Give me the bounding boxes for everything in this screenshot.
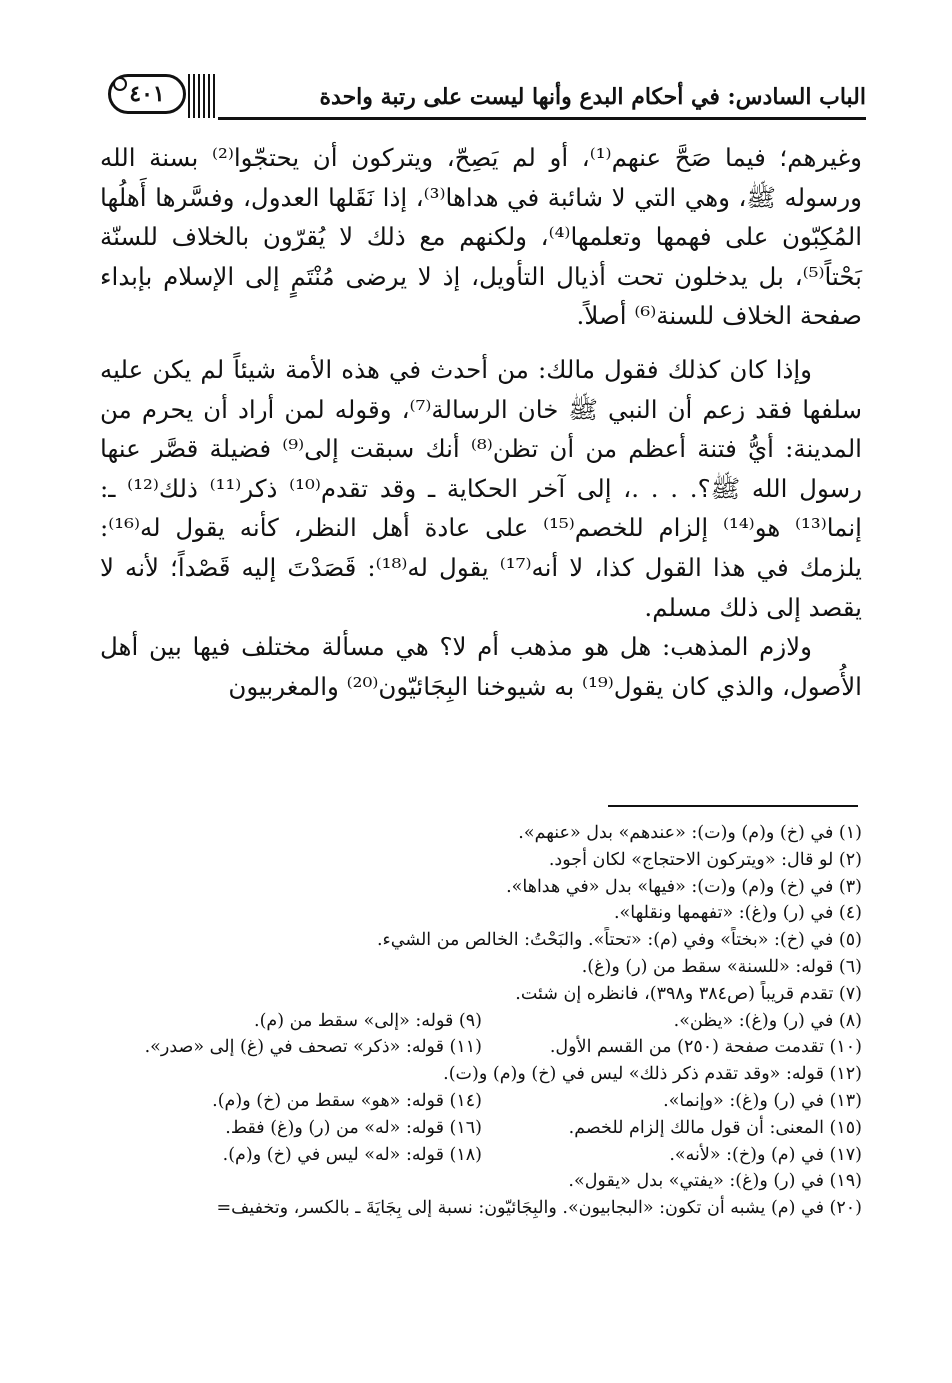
page-number-badge [108, 74, 186, 114]
paragraph-2: وإذا كان كذلك فقول مالك: من أحدث في هذه الأمة شيئاً لم يكن عليه سلفها فقد زعم أن النبي ﷺ خان الرسالة⁽⁷⁾، وقوله لمن أراد أن يحرم من المدينة: أيُّ فتنة أعظم من أن تظن⁽⁸⁾ أنك سبقت إلى⁽⁹⁾ فضيلة قصَّر عنها رسول الله ﷺ؟. . . .، إلى آخر الحكاية ـ وقد تقدم⁽¹⁰⁾ ذكر⁽¹¹⁾ ذلك⁽¹²⁾ ـ: إنما⁽¹³⁾ هو⁽¹⁴⁾ إلزام للخصم⁽¹⁵⁾ على عادة أهل النظر، كأنه يقول له⁽¹⁶⁾: يلزمك في هذا القول كذا، لا أنه⁽¹⁷⁾ يقول له⁽¹⁸⁾: قَصَدْتَ إليه قَصْداً؛ لأنه لا يقصد إلى ذلك مسلم. [100, 354, 862, 622]
footnote-14: (١٤) قوله: «هو» سقط من (خ) و(م). [212, 1090, 482, 1111]
footnote-row-17-18 [100, 1142, 862, 1169]
paragraph-1: وغيرهم؛ فيما صَحَّ عنهم⁽¹⁾، أو لم يَصِحّ، ويتركون أن يحتجّوا⁽²⁾ بسنة الله ورسوله ﷺ، وهي التي لا شائبة في هداها⁽³⁾، إذا نَقَلها العدول، وفسَّرها أَهلُها المُكِبّون على فهمها وتعلمها⁽⁴⁾، ولكنهم مع ذلك لا يُقرّون بالخلاف للسنّة بَحْتاً⁽⁵⁾، بل يدخلون تحت أذيال التأويل، إذ لا يرضى مُنْتَمٍ إلى الإسلام بإبداء صفحة الخلاف للسنة⁽⁶⁾ أصلاً. [100, 143, 862, 331]
footnote-7: (٧) تقدم قريباً (ص٣٨٤ و٣٩٨)، فانظره إن شئت. [515, 983, 862, 1004]
footnote-3: (٣) في (خ) و(م) و(ت): «فيها» بدل «في هداها». [506, 876, 862, 897]
footnote-6: (٦) قوله: «للسنة» سقط من (ر) و(غ). [581, 956, 862, 977]
page-number: ٤٠١ [129, 81, 165, 107]
running-header [108, 66, 866, 124]
footnote-row-8-9 [100, 1008, 862, 1035]
footnote-separator [608, 805, 858, 807]
footnote-19: (١٩) في (ر) و(غ): «يفتي» بدل «يقول». [568, 1171, 862, 1192]
footnotes [100, 820, 862, 1222]
main-text [100, 138, 862, 706]
ornament-bars [188, 74, 216, 118]
footnote-13: (١٣) في (ر) و(غ): «وإنما». [663, 1090, 862, 1111]
footnote-12: (١٢) قوله: «وقد تقدم ذكر ذلك» ليس في (خ) و(م) و(ت). [443, 1064, 862, 1085]
footnote-10: (١٠) تقدمت صفحة (٢٥٠) من القسم الأول. [549, 1037, 862, 1058]
footnote-4: (٤) في (ر) و(غ): «تفهمها ونقلها». [613, 903, 862, 924]
footnote-20: (٢٠) في (م) يشبه أن تكون: «البجابيون». والبِجَائيّون: نسبة إلى بِجَايَةَ ـ بالكسر، وتخفيف= [216, 1198, 862, 1219]
paragraph-3: ولازم المذهب: هل هو مذهب أم لا؟ هي مسألة مختلف فيها بين أهل الأُصول، والذي كان يقول⁽¹⁹⁾ به شيوخنا البِجَائيّون⁽²⁰⁾ والمغربيون [100, 632, 862, 701]
footnote-16: (١٦) قوله: «له» من (ر) و(غ) فقط. [225, 1117, 482, 1138]
footnote-row-15-16 [100, 1115, 862, 1142]
footnote-1: (١) في (خ) و(م) و(ت): «عندهم» بدل «عنهم». [518, 823, 862, 843]
footnote-8: (٨) في (ر) و(غ): «يظن». [673, 1010, 862, 1031]
chapter-title: الباب السادس: في أحكام البدع وأنها ليست على رتبة واحدة [319, 84, 866, 110]
header-rule [218, 117, 866, 120]
footnote-15: (١٥) المعنى: أن قول مالك إلزام للخصم. [568, 1117, 862, 1138]
footnote-2: (٢) لو قال: «ويتركون الاحتجاج» لكان أجود. [548, 849, 862, 870]
ornament-dot-icon [113, 77, 127, 91]
footnote-5: (٥) في (خ): «بختاً» وفي (م): «تحتاً». والبَحْتُ: الخالص من الشيء. [376, 930, 862, 951]
footnote-18: (١٨) قوله: «له» ليس في (خ) و(م). [222, 1144, 482, 1165]
footnote-row-13-14 [100, 1088, 862, 1115]
footnote-row-10-11 [100, 1034, 862, 1061]
footnote-11: (١١) قوله: «ذكر» تصحف في (غ) إلى «صدر». [144, 1037, 482, 1058]
footnote-17: (١٧) في (م) و(خ): «لأنه». [669, 1144, 862, 1165]
footnote-9: (٩) قوله: «إلى» سقط من (م). [254, 1010, 482, 1031]
